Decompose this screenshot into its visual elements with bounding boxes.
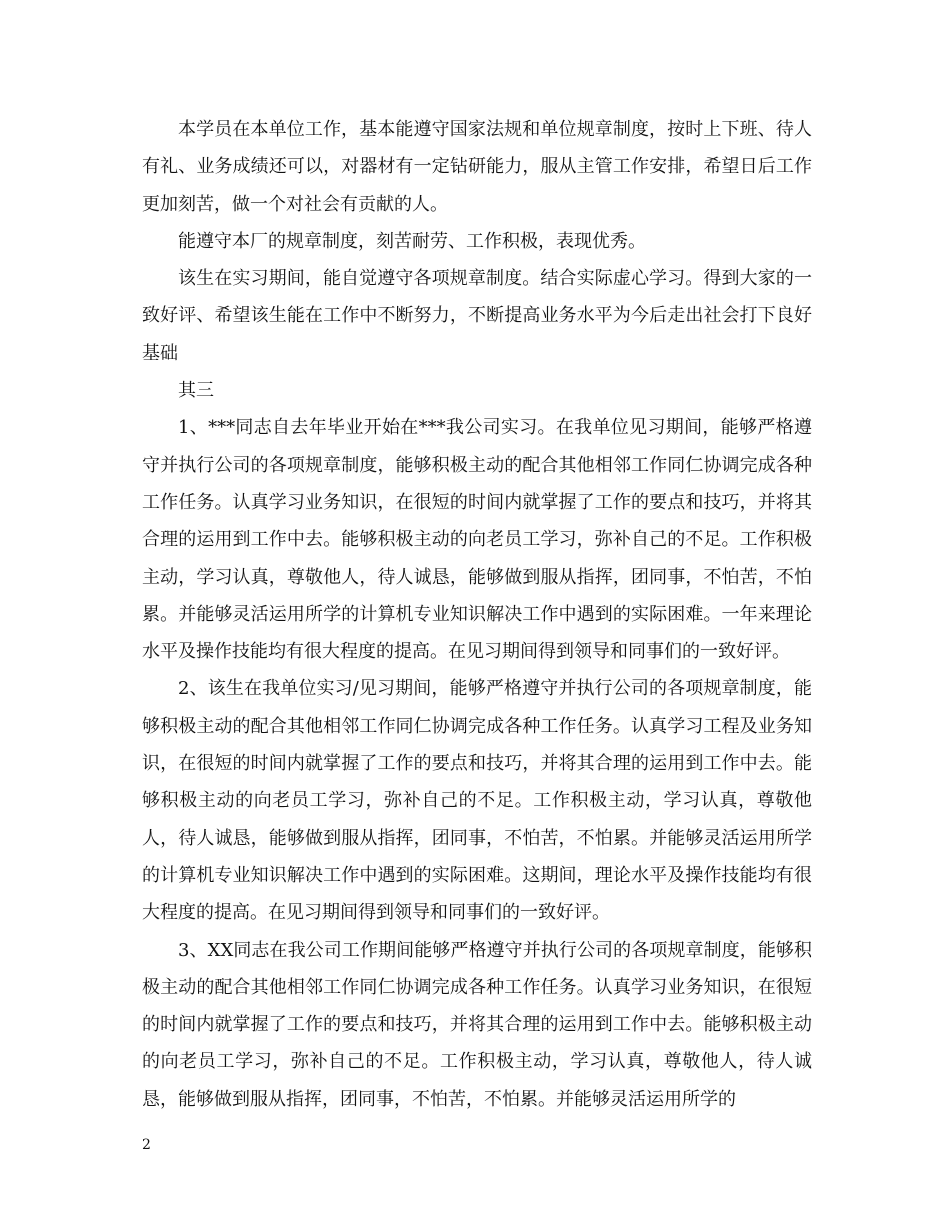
paragraph-factory-rules: 能遵守本厂的规章制度，刻苦耐劳、工作积极，表现优秀。 — [178, 230, 646, 252]
paragraph-item-1: 1、***同志自去年毕业开始在***我公司实习。在我单位见习期间，能够严格遵守并执行公司的各项规章制度，能够积极主动的配合其他相邻工作同仁协调完成各种工作任务。认真学习业务知识，在很短的时间内就掌握了工作的要点和技巧，并将其合理的运用到工作中去。能够积极主动的向老员工学习，弥补自己的不足。工作积极主动，学习认真，尊敬他人，待人诚恳，能够做到服从指挥，团同事，不怕苦，不怕累。并能够灵活运用所学的计算机专业知识解决工作中遇到的实际困难。一年来理论水平及操作技能均有很大程度的提高。在见习期间得到领导和同事们的一致好评。 — [142, 417, 812, 663]
section-heading-third: 其三 — [178, 380, 214, 402]
paragraph-item-3: 3、XX同志在我公司工作期间能够严格遵守并执行公司的各项规章制度，能够积极主动的配合其他相邻工作同仁协调完成各种工作任务。认真学习业务知识，在很短的时间内就掌握了工作的要点和技巧，并将其合理的运用到工作中去。能够积极主动的向老员工学习，弥补自己的不足。工作积极主动，学习认真，尊敬他人，待人诚恳，能够做到服从指挥，团同事，不怕苦，不怕累。并能够灵活运用所学的 — [142, 939, 812, 1110]
paragraph-trainee-evaluation: 本学员在本单位工作，基本能遵守国家法规和单位规章制度，按时上下班、待人有礼、业务成绩还可以，对器材有一定钻研能力，服从主管工作安排，希望日后工作更加刻苦，做一个对社会有贡献的人。 — [142, 119, 812, 215]
document-body — [142, 111, 812, 1118]
paragraph-item-2: 2、该生在我单位实习/见习期间，能够严格遵守并执行公司的各项规章制度，能够积极主动的配合其他相邻工作同仁协调完成各种工作任务。认真学习工程及业务知识，在很短的时间内就掌握了工作的要点和技巧，并将其合理的运用到工作中去。能够积极主动的向老员工学习，弥补自己的不足。工作积极主动，学习认真，尊敬他人，待人诚恳，能够做到服从指挥，团同事，不怕苦，不怕累。并能够灵活运用所学的计算机专业知识解决工作中遇到的实际困难。这期间，理论水平及操作技能均有很大程度的提高。在见习期间得到领导和同事们的一致好评。 — [142, 678, 812, 924]
paragraph-internship-discipline: 该生在实习期间，能自觉遵守各项规章制度。结合实际虚心学习。得到大家的一致好评、希望该生能在工作中不断努力，不断提高业务水平为今后走出社会打下良好基础 — [142, 268, 812, 364]
page-number: 2 — [142, 1137, 151, 1153]
